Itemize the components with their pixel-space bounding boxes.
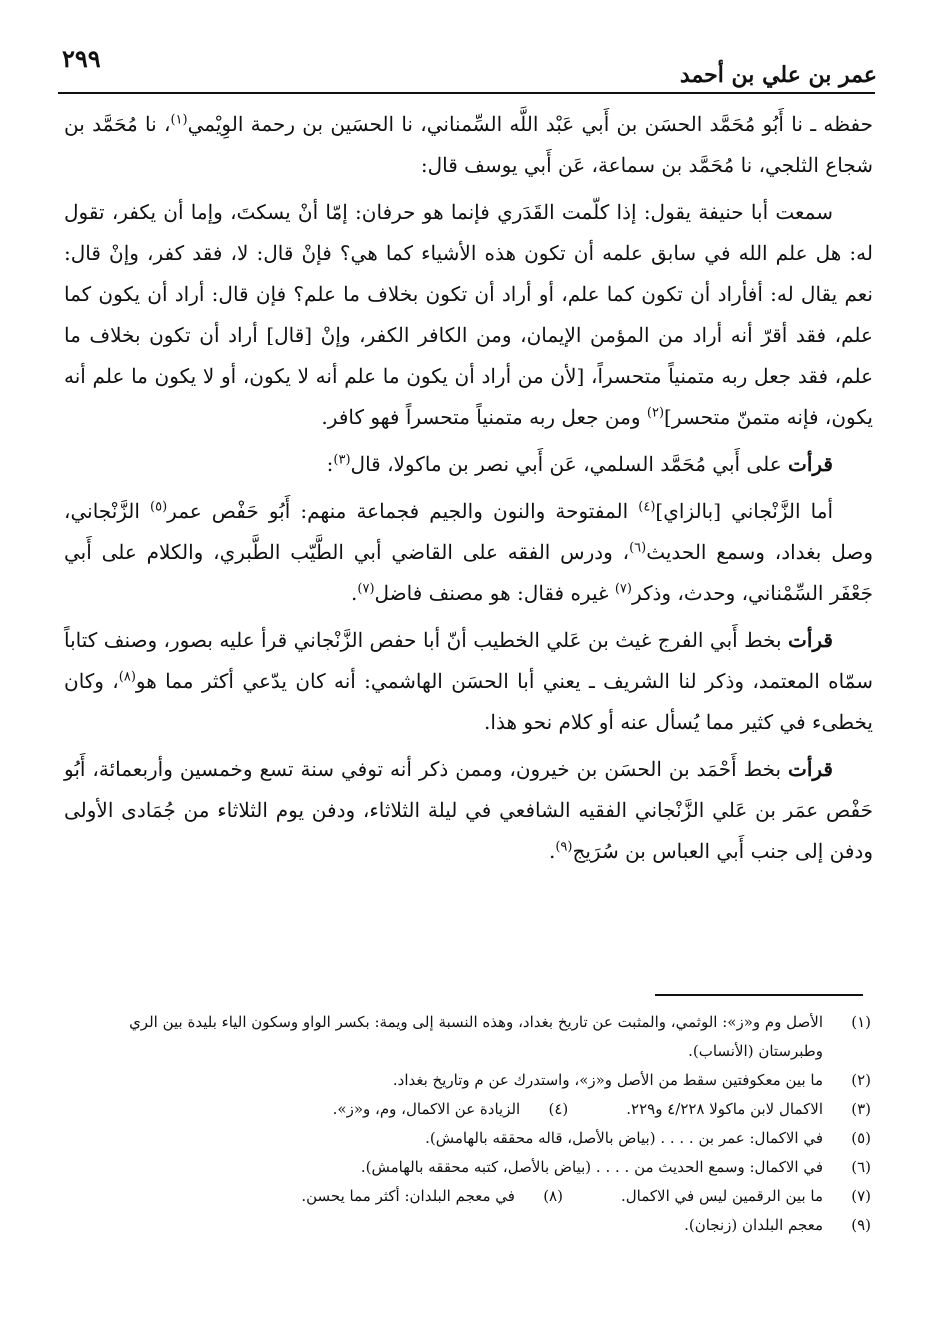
paragraph-1 [64,104,873,186]
footnote-ref-3[interactable]: (٣) [333,452,351,468]
footnote-number: (٢) [851,1071,871,1089]
paragraph-text: المفتوحة والنون والجيم فجماعة منهم: أَبُو حَفْص عمر [167,499,639,523]
paragraph-text: ومن جعل ربه متمنياً متحسراً فهو كافر. [321,405,647,429]
footnote-8 [301,1182,563,1211]
footnote-3 [626,1095,871,1124]
footnote-text: في الاكمال: وسمع الحديث من . . . . (بياض بالأصل، كتبه محققه بالهامش). [360,1158,823,1176]
paragraph-text: ، وكان يخطىء في كثير مما يُسأل عنه أو كلام نحو هذا. [64,669,873,734]
footnote-number: (١) [851,1013,871,1031]
paragraph-text: بخط أَحْمَد بن الحسَن بن خيرون، وممن ذكر أنه توفي سنة تسع وخمسين وأربعمائة، أَبُو حَفْص عمَر بن عَلي الزَّنْجاني الفقيه الشافعي في ليلة الثلاثاء، ودفن يوم الثلاثاء من جُمَادى الأولى ودفن إلى جنب أَبي العباس بن سُرَيج [64,757,873,863]
footnote-9 [64,1211,871,1240]
paragraph-text: بخط أَبي الفرج غيث بن عَلي الخطيب أنّ أبا حفص الزَّنْجاني قرأ عليه بصور، وصنف كتاباً سمّاه المعتمد، وذكر لنا الشريف ـ يعني أبا الحسَن الهاشمي: أنه كان يدّعي أكثر مما هو [64,628,873,693]
paragraph-lead: قرأت [788,628,833,652]
footnote-number: (٦) [851,1158,871,1176]
footnote-number: (٨) [543,1187,563,1205]
paragraph-4 [64,491,873,614]
footnote-2 [64,1066,871,1095]
paragraph-lead: قرأت [788,452,833,476]
footnote-number: (٣) [851,1100,871,1118]
paragraph-text: الزَّنْجاني، وصل بغداد، وسمع الحديث [64,499,873,564]
paragraph-2 [64,192,873,438]
footnote-ref-8[interactable]: (٨) [118,669,136,685]
footnote-6 [64,1153,871,1182]
paragraph-text: سمعت أبا حنيفة يقول: إذا كلّمت القَدَري فإنما هو حرفان: إمّا أنْ يسكتَ، وإما أن يكفر، تقول له: هل علم الله في سابق علمه أن تكون هذه الأشياء كما هي؟ فإنْ قال: لا، فقد كفر، وإنْ قال: نعم يقال له: أفأراد أن تكون كما علم، أو أراد أن تكون بخلاف ما علم؟ فإن قال: أراد أن يكون كما علم، فقد أقرّ أنه أراد من المؤمن الإيمان، ومن الكافر الكفر، وإنْ [قال] أراد أن تكون بخلاف ما علم، فقد جعل ربه متمنياً متحسراً، [لأن من أراد أن يكون ما علم أنه لا يكون، أو لا يكون ما علم أنه يكون، فإنه متمنّ متحسر] [64,200,873,429]
footnote-ref-2[interactable]: (٢) [646,405,665,421]
footnote-ref-4[interactable]: (٤) [638,499,656,515]
paragraph-text: حفظه ـ نا أَبُو مُحَمَّد الحسَن بن أَبي عَبْد اللَّه السِّمناني، نا الحسَين بن رحمة الوِيْمي [187,112,873,136]
paragraph-text: ، نا مُحَمَّد بن شجاع الثلجي، نا مُحَمَّد بن سماعة، عَن أَبي يوسف قال: [64,112,873,177]
footnote-4 [333,1095,569,1124]
footnote-text: معجم البلدان (زنجان). [684,1216,823,1234]
footnote-text: في الاكمال: عمر بن . . . . (بياض بالأصل، قاله محققه بالهامش). [425,1129,823,1147]
paragraph-text: . [548,839,556,863]
footnote-ref-6[interactable]: (٦) [629,540,647,556]
footnote-divider [655,994,863,996]
footnote-ref-5[interactable]: (٥) [150,499,168,515]
footnote-number: (٩) [851,1216,871,1234]
paragraph-6 [64,749,873,872]
paragraph-text: ، ودرس الفقه على القاضي أبي الطَّيّب الطَّبري، والكلام على أَبي جَعْفَر السِّمْناني، وحدث، وذكر [64,540,873,605]
footnote-number: (٤) [548,1100,569,1118]
main-text [64,104,873,878]
footnote-row [64,1182,871,1211]
footnote-ref-7[interactable]: (٧) [614,581,632,597]
footnote-ref-1[interactable]: (١) [170,112,188,128]
paragraph-text: . [351,581,358,605]
paragraph-5 [64,620,873,743]
footnotes [64,1008,871,1240]
footnote-text: ما بين معكوفتين سقط من الأصل و«ز»، واستدرك عن م وتاريخ بغداد. [392,1071,823,1089]
footnote-row [64,1095,871,1124]
footnote-text: ما بين الرقمين ليس في الاكمال. [620,1187,823,1205]
footnote-5 [64,1124,871,1153]
paragraph-lead: قرأت [788,757,833,781]
page-number: ٢٩٩ [62,44,101,73]
footnote-text: الاكمال لابن ماكولا ٤/٢٢٨ و٢٢٩. [626,1100,823,1118]
footnote-ref-9[interactable]: (٩) [555,839,573,855]
paragraph-3 [64,444,873,485]
paragraph-text: : [326,452,334,476]
paragraph-text: على أَبي مُحَمَّد السلمي، عَن أَبي نصر بن ماكولا، قال [350,452,789,476]
running-header-title: عمر بن علي بن أحمد [679,62,877,88]
header-divider [58,92,875,94]
paragraph-text: غيره فقال: هو مصنف فاضل [374,581,615,605]
footnote-text: الأصل وم و«ز»: الوثمي، والمثبت عن تاريخ بغداد، وهذه النسبة إلى ويمة: بكسر الواو وسكون الياء بليدة بين الري وطبرستان (الأنساب). [129,1013,823,1060]
footnote-7 [621,1182,871,1211]
footnote-ref-7-end[interactable]: (٧) [357,581,375,597]
footnote-number: (٧) [851,1187,871,1205]
footnote-text: الزيادة عن الاكمال، وم، و«ز». [332,1100,521,1118]
footnote-1 [64,1008,871,1066]
footnote-number: (٥) [851,1129,871,1147]
footnote-text: في معجم البلدان: أكثر مما يحسن. [301,1187,515,1205]
paragraph-text: أما الزَّنْجاني [بالزاي] [655,499,833,523]
